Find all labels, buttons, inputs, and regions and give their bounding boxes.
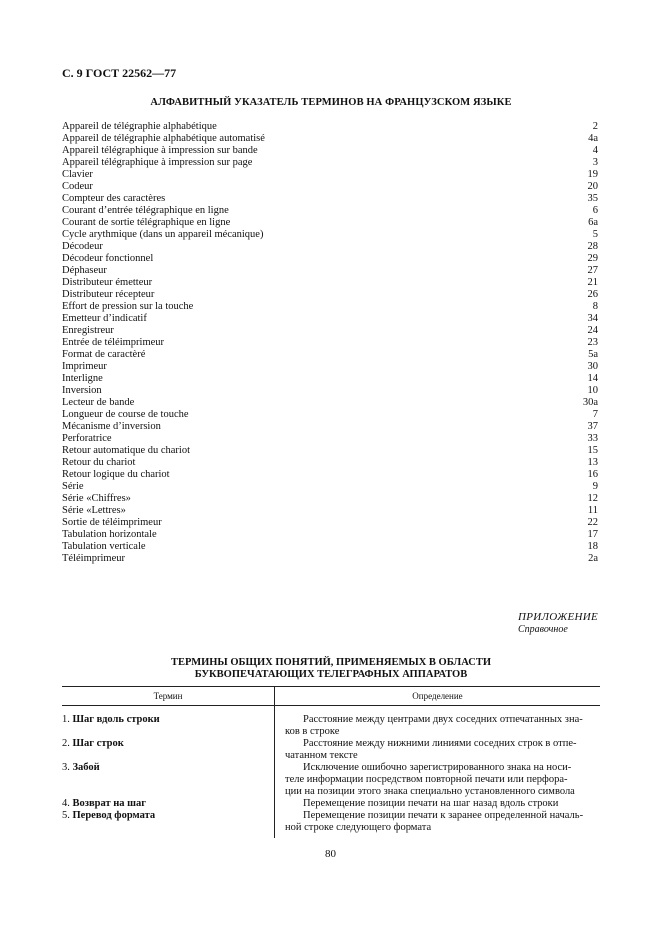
index-row (62, 121, 598, 133)
index-number: 7 (592, 409, 598, 420)
index-number: 35 (587, 193, 598, 204)
definition-line: теле информации посредством повторной печати или перфора- (285, 774, 568, 785)
annex-subtitle: Справочное (518, 624, 568, 635)
term-number: 3. (62, 762, 70, 773)
index-row (62, 433, 598, 445)
index-row (62, 505, 598, 517)
index-number: 10 (587, 385, 598, 396)
term-entry (62, 738, 274, 762)
index-number: 20 (587, 181, 598, 192)
index-number: 8 (592, 301, 598, 312)
definition-line: Расстояние между нижними линиями соседних строк в отпе- (303, 738, 577, 749)
index-number: 29 (587, 253, 598, 264)
index-term: Téléimprimeur (62, 553, 125, 564)
index-term: Série «Lettres» (62, 505, 126, 516)
index-number: 30a (582, 397, 598, 408)
index-term: Perforatrice (62, 433, 112, 444)
index-row (62, 157, 598, 169)
index-term: Retour du chariot (62, 457, 136, 468)
term-entry (62, 810, 274, 834)
index-number: 18 (587, 541, 598, 552)
index-row (62, 289, 598, 301)
index-number: 19 (587, 169, 598, 180)
index-term: Appareil télégraphique à impression sur bande (62, 145, 258, 156)
index-number: 4 (592, 145, 598, 156)
index-number: 26 (587, 289, 598, 300)
index-term: Tabulation verticale (62, 541, 146, 552)
index-term: Retour logique du chariot (62, 469, 170, 480)
index-row (62, 145, 598, 157)
index-row (62, 277, 598, 289)
term-entry (62, 762, 274, 798)
annex-label (518, 611, 598, 635)
index-term: Série «Chiffres» (62, 493, 131, 504)
index-row (62, 301, 598, 313)
index-row (62, 241, 598, 253)
index-row (62, 397, 598, 409)
index-term: Appareil de télégraphie alphabétique (62, 121, 217, 132)
term-number: 5. (62, 810, 70, 821)
index-row (62, 541, 598, 553)
index-term: Lecteur de bande (62, 397, 135, 408)
term-name: Шаг строк (72, 738, 124, 749)
definition-line: Перемещение позиции печати на шаг назад вдоль строки (303, 798, 559, 809)
index-term: Effort de pression sur la touche (62, 301, 194, 312)
index-number: 5 (592, 229, 598, 240)
page-number: 80 (325, 848, 336, 860)
definitions-column (274, 706, 600, 838)
index-row (62, 409, 598, 421)
index-number: 4a (588, 133, 598, 144)
index-number: 15 (587, 445, 598, 456)
index-list (62, 121, 598, 565)
definition-entry (285, 714, 600, 738)
index-term: Imprimeur (62, 361, 107, 372)
index-row (62, 553, 598, 565)
annex-title: ПРИЛОЖЕНИЕ (518, 611, 598, 623)
column-header-definition: Определение (274, 687, 600, 705)
column-header-term: Термин (153, 691, 183, 701)
index-number: 33 (587, 433, 598, 444)
index-row (62, 169, 598, 181)
index-term: Tabulation horizontale (62, 529, 157, 540)
index-term: Cycle arythmique (dans un appareil mécanique) (62, 229, 264, 240)
index-term: Appareil télégraphique à impression sur page (62, 157, 253, 168)
index-term: Entrée de téléimprimeur (62, 337, 165, 348)
definition-entry (285, 738, 600, 762)
index-row (62, 193, 598, 205)
index-term: Décodeur fonctionnel (62, 253, 154, 264)
index-row (62, 361, 598, 373)
index-row (62, 529, 598, 541)
index-row (62, 493, 598, 505)
term-name: Перевод формата (72, 810, 156, 821)
table-body (62, 706, 600, 838)
index-row (62, 349, 598, 361)
index-number: 9 (592, 481, 598, 492)
index-row (62, 181, 598, 193)
index-row (62, 133, 598, 145)
index-number: 21 (587, 277, 598, 288)
terms-table (62, 686, 600, 838)
index-number: 24 (587, 325, 598, 336)
index-number: 27 (587, 265, 598, 276)
definition-line: Исключение ошибочно зарегистрированного знака на носи- (303, 762, 572, 773)
index-number: 5a (588, 349, 598, 360)
definition-entry (285, 810, 600, 834)
index-term: Courant d’entrée télégraphique en ligne (62, 205, 229, 216)
index-term: Série (62, 481, 84, 492)
definition-line: ной строке следующего формата (285, 822, 432, 833)
index-row (62, 313, 598, 325)
term-entry (62, 798, 274, 810)
index-number: 14 (587, 373, 598, 384)
index-term: Compteur des caractères (62, 193, 166, 204)
index-number: 37 (587, 421, 598, 432)
index-number: 16 (587, 469, 598, 480)
index-number: 13 (587, 457, 598, 468)
definition-line: чатанном тексте (285, 750, 358, 761)
index-term: Enregistreur (62, 325, 114, 336)
index-row (62, 253, 598, 265)
index-term: Mécanisme d’inversion (62, 421, 161, 432)
index-number: 30 (587, 361, 598, 372)
index-term: Déphaseur (62, 265, 107, 276)
definition-line: Расстояние между центрами двух соседних отпечатанных зна- (303, 714, 583, 725)
term-name: Возврат на шаг (72, 798, 147, 809)
index-term: Sortie de téléimprimeur (62, 517, 162, 528)
index-term: Inversion (62, 385, 102, 396)
index-term: Emetteur d’indicatif (62, 313, 147, 324)
index-term: Distributeur émetteur (62, 277, 153, 288)
terms-title-line-2: БУКВОПЕЧАТАЮЩИХ ТЕЛЕГРАФНЫХ АППАРАТОВ (194, 669, 468, 680)
index-term: Appareil de télégraphie alphabétique automatisé (62, 133, 265, 144)
index-row (62, 217, 598, 229)
index-row (62, 445, 598, 457)
index-number: 12 (587, 493, 598, 504)
index-row (62, 385, 598, 397)
term-name: Забой (72, 762, 100, 773)
index-number: 23 (587, 337, 598, 348)
index-number: 11 (587, 505, 598, 516)
index-number: 3 (592, 157, 598, 168)
definition-entry (285, 762, 600, 798)
definition-entry (285, 798, 600, 810)
index-row (62, 373, 598, 385)
table-header (62, 686, 600, 706)
page-header: С. 9 ГОСТ 22562—77 (62, 66, 177, 80)
index-number: 6 (592, 205, 598, 216)
terms-column (62, 706, 274, 838)
index-number: 28 (587, 241, 598, 252)
index-row (62, 325, 598, 337)
definition-line: ков в строке (285, 726, 340, 737)
definition-line: Перемещение позиции печати к заранее определенной началь- (303, 810, 584, 821)
index-row (62, 337, 598, 349)
index-row (62, 481, 598, 493)
index-row (62, 469, 598, 481)
term-number: 2. (62, 738, 70, 749)
index-row (62, 265, 598, 277)
terms-title-line-1: ТЕРМИНЫ ОБЩИХ ПОНЯТИЙ, ПРИМЕНЯЕМЫХ В ОБЛАСТИ (170, 657, 492, 668)
index-number: 34 (587, 313, 598, 324)
index-title: АЛФАВИТНЫЙ УКАЗАТЕЛЬ ТЕРМИНОВ НА ФРАНЦУЗСКОМ ЯЗЫКЕ (150, 97, 512, 108)
definition-line: ции на позиции этого знака специально установленного символа (285, 786, 575, 797)
index-term: Format de caractèré (62, 349, 146, 360)
index-row (62, 517, 598, 529)
index-term: Longueur de course de touche (62, 409, 189, 420)
index-term: Retour automatique du chariot (62, 445, 191, 456)
index-term: Décodeur (62, 241, 103, 252)
index-term: Interligne (62, 373, 103, 384)
term-number: 4. (62, 798, 70, 809)
index-row (62, 205, 598, 217)
index-number: 2 (592, 121, 598, 132)
index-number: 6a (588, 217, 598, 228)
index-number: 22 (587, 517, 598, 528)
index-row (62, 457, 598, 469)
index-term: Codeur (62, 181, 93, 192)
index-term: Distributeur récepteur (62, 289, 155, 300)
index-term: Clavier (62, 169, 93, 180)
terms-title (62, 657, 600, 681)
term-number: 1. (62, 714, 70, 725)
index-term: Courant de sortie télégraphique en ligne (62, 217, 231, 228)
index-row (62, 229, 598, 241)
index-row (62, 421, 598, 433)
term-name: Шаг вдоль строки (72, 714, 160, 725)
term-entry (62, 714, 274, 738)
index-number: 17 (587, 529, 598, 540)
index-number: 2a (588, 553, 598, 564)
